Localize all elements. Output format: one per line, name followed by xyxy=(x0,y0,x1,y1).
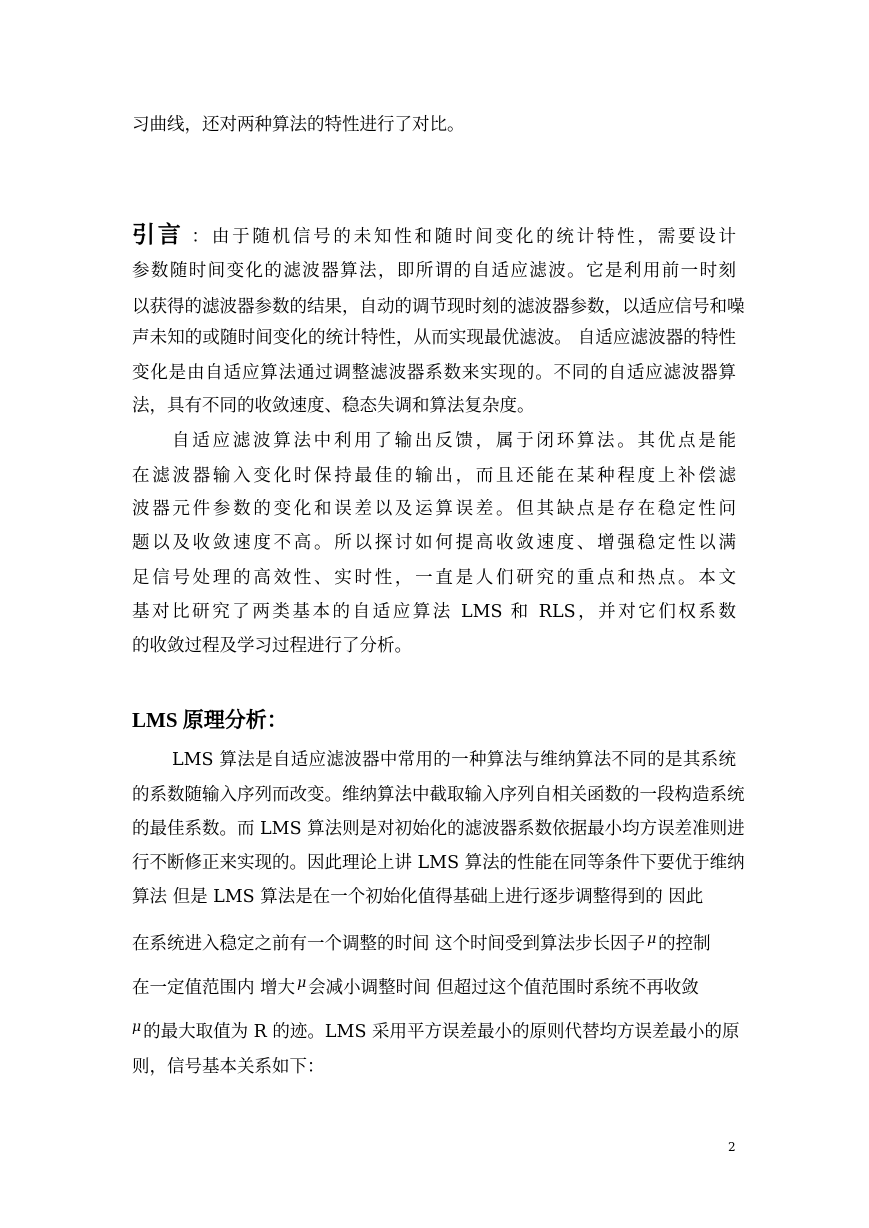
mu-symbol: μ xyxy=(132,1019,142,1035)
lms-line-7-text-b: 会减小调整时间 但超过这个值范围时系统不再收敛 xyxy=(308,978,699,998)
para2-line-1: 自适应滤波算法中利用了输出反馈，属于闭环算法。其优点是能 xyxy=(172,431,736,451)
intro-line-5: 变化是由自适应算法通过调整滤波器系数来实现的。不同的自适应滤波器算 xyxy=(132,363,736,383)
lms-line-6-text-a: 在系统进入稳定之前有一个调整的时间 这个时间受到算法步长因子 xyxy=(132,934,646,954)
lms-line-2: 的系数随输入序列而改变。维纳算法中截取输入序列自相关函数的一段构造系统 xyxy=(132,785,745,805)
mu-symbol: μ xyxy=(647,931,657,947)
lms-line-9: 则，信号基本关系如下： xyxy=(132,1057,325,1077)
intro-line-3: 以获得的滤波器参数的结果，自动的调节现时刻的滤波器参数，以适应信号和噪 xyxy=(132,297,745,317)
para2-line-3: 波器元件参数的变化和误差以及运算误差。但其缺点是存在稳定性问 xyxy=(132,499,736,519)
para2-line-4: 题以及收敛速度不高。所以探讨如何提高收敛速度、增强稳定性以满 xyxy=(132,533,736,553)
lms-line-1: LMS 算法是自适应滤波器中常用的一种算法与维纳算法不同的是其系统 xyxy=(172,750,736,770)
intro-line-6: 法，具有不同的收敛速度、稳态失调和算法复杂度。 xyxy=(132,396,535,416)
lms-line-7 xyxy=(132,972,736,999)
lms-section-title: LMS 原理分析： xyxy=(132,708,288,732)
continuation-line: 习曲线，还对两种算法的特性进行了对比。 xyxy=(132,115,465,135)
para2-line-6: 基对比研究了两类基本的自适应算法 LMS 和 RLS，并对它们权系数 xyxy=(132,602,736,622)
page-number: 2 xyxy=(728,1140,736,1154)
intro-text: ：由于随机信号的未知性和随时间变化的统计特性，需要设计 xyxy=(191,227,737,247)
lms-line-5: 算法 但是 LMS 算法是在一个初始化值得基础上进行逐步调整得到的 因此 xyxy=(132,887,704,907)
lms-line-4: 行不断修正来实现的。因此理论上讲 LMS 算法的性能在同等条件下要优于维纳 xyxy=(132,853,745,873)
intro-line-2: 参数随时间变化的滤波器算法，即所谓的自适应滤波。它是利用前一时刻 xyxy=(132,261,736,281)
intro-line-4: 声未知的或随时间变化的统计特性，从而实现最优滤波。 自适应滤波器的特性 xyxy=(132,328,736,348)
lms-line-8 xyxy=(132,1016,740,1043)
para2-line-5: 足信号处理的高效性、实时性，一直是人们研究的重点和热点。本文 xyxy=(132,568,736,588)
intro-line-1 xyxy=(132,222,736,250)
para2-line-2: 在滤波器输入变化时保持最佳的输出，而且还能在某种程度上补偿滤 xyxy=(132,466,736,486)
mu-symbol: μ xyxy=(297,975,307,991)
lms-line-8-text: 的最大取值为 R 的迹。LMS 采用平方误差最小的原则代替均方误差最小的原 xyxy=(143,1022,740,1042)
intro-heading: 引言 xyxy=(132,221,184,248)
lms-line-7-text-a: 在一定值范围内 增大 xyxy=(132,978,296,998)
lms-line-6-text-b: 的控制 xyxy=(658,934,711,954)
para2-line-7: 的收敛过程及学习过程进行了分析。 xyxy=(132,636,412,656)
lms-line-3: 的最佳系数。而 LMS 算法则是对初始化的滤波器系数依据最小均方误差准则进 xyxy=(132,819,745,839)
lms-line-6 xyxy=(132,928,736,955)
